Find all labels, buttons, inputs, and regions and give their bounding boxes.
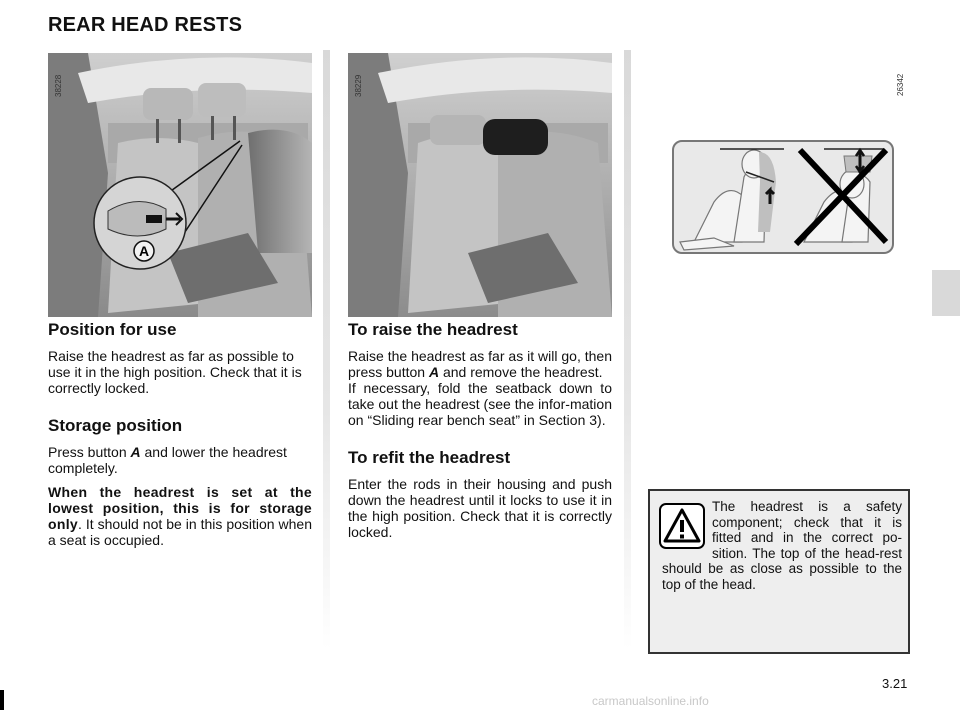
column-divider-right <box>624 50 631 650</box>
figure-id-middle: 38229 <box>354 74 363 97</box>
heading-refit-headrest: To refit the headrest <box>348 448 511 467</box>
chapter-side-tab <box>932 270 960 316</box>
callout-label-a: A <box>139 243 150 259</box>
heading-raise-headrest: To raise the headrest <box>348 320 518 339</box>
middle-text-column <box>348 322 612 540</box>
figure-remove-headrest <box>348 53 612 317</box>
warning-text: The headrest is a safety component; check that it is fitted and in the correct po-sition. The top of the head-rest should be as close as possible to the top of the head. <box>662 499 902 592</box>
text-refit-headrest: Enter the rods in their housing and push down the headrest until it locks to use it in the high position. Check that it is correctly locked. <box>348 476 612 540</box>
page-number: 3.21 <box>882 676 908 691</box>
text-fold-seatback: If necessary, fold the seatback down to take out the headrest (see the infor-mation on “Sliding rear bench seat” in Section 3). <box>348 380 612 428</box>
watermark: carmanualsonline.info <box>592 694 709 708</box>
text-storage-warning: When the headrest is set at the lowest position, this is for storage only. It should not be in this position when a seat is occupied. <box>48 484 312 548</box>
text-storage-press-button: Press button A and lower the headrest completely. <box>48 444 287 476</box>
page-title: REAR HEAD RESTS <box>48 14 243 36</box>
left-text-column <box>48 322 312 548</box>
text-position-for-use: Raise the headrest as far as possible to use it in the high position. Check that it is correctly locked. <box>48 348 302 396</box>
safety-warning-box <box>648 489 910 654</box>
heading-position-for-use: Position for use <box>48 320 177 339</box>
text-raise-headrest: Raise the headrest as far as it will go, then press button A and remove the headrest. <box>348 348 612 380</box>
figure-id-right: 26342 <box>896 73 905 96</box>
corner-mark <box>0 690 4 710</box>
figure-id-left: 38228 <box>54 74 63 97</box>
heading-storage-position: Storage position <box>48 416 183 435</box>
column-divider-left <box>323 50 330 650</box>
figure-headrest-height-diagram <box>672 140 894 254</box>
figure-headrest-button <box>48 53 312 317</box>
